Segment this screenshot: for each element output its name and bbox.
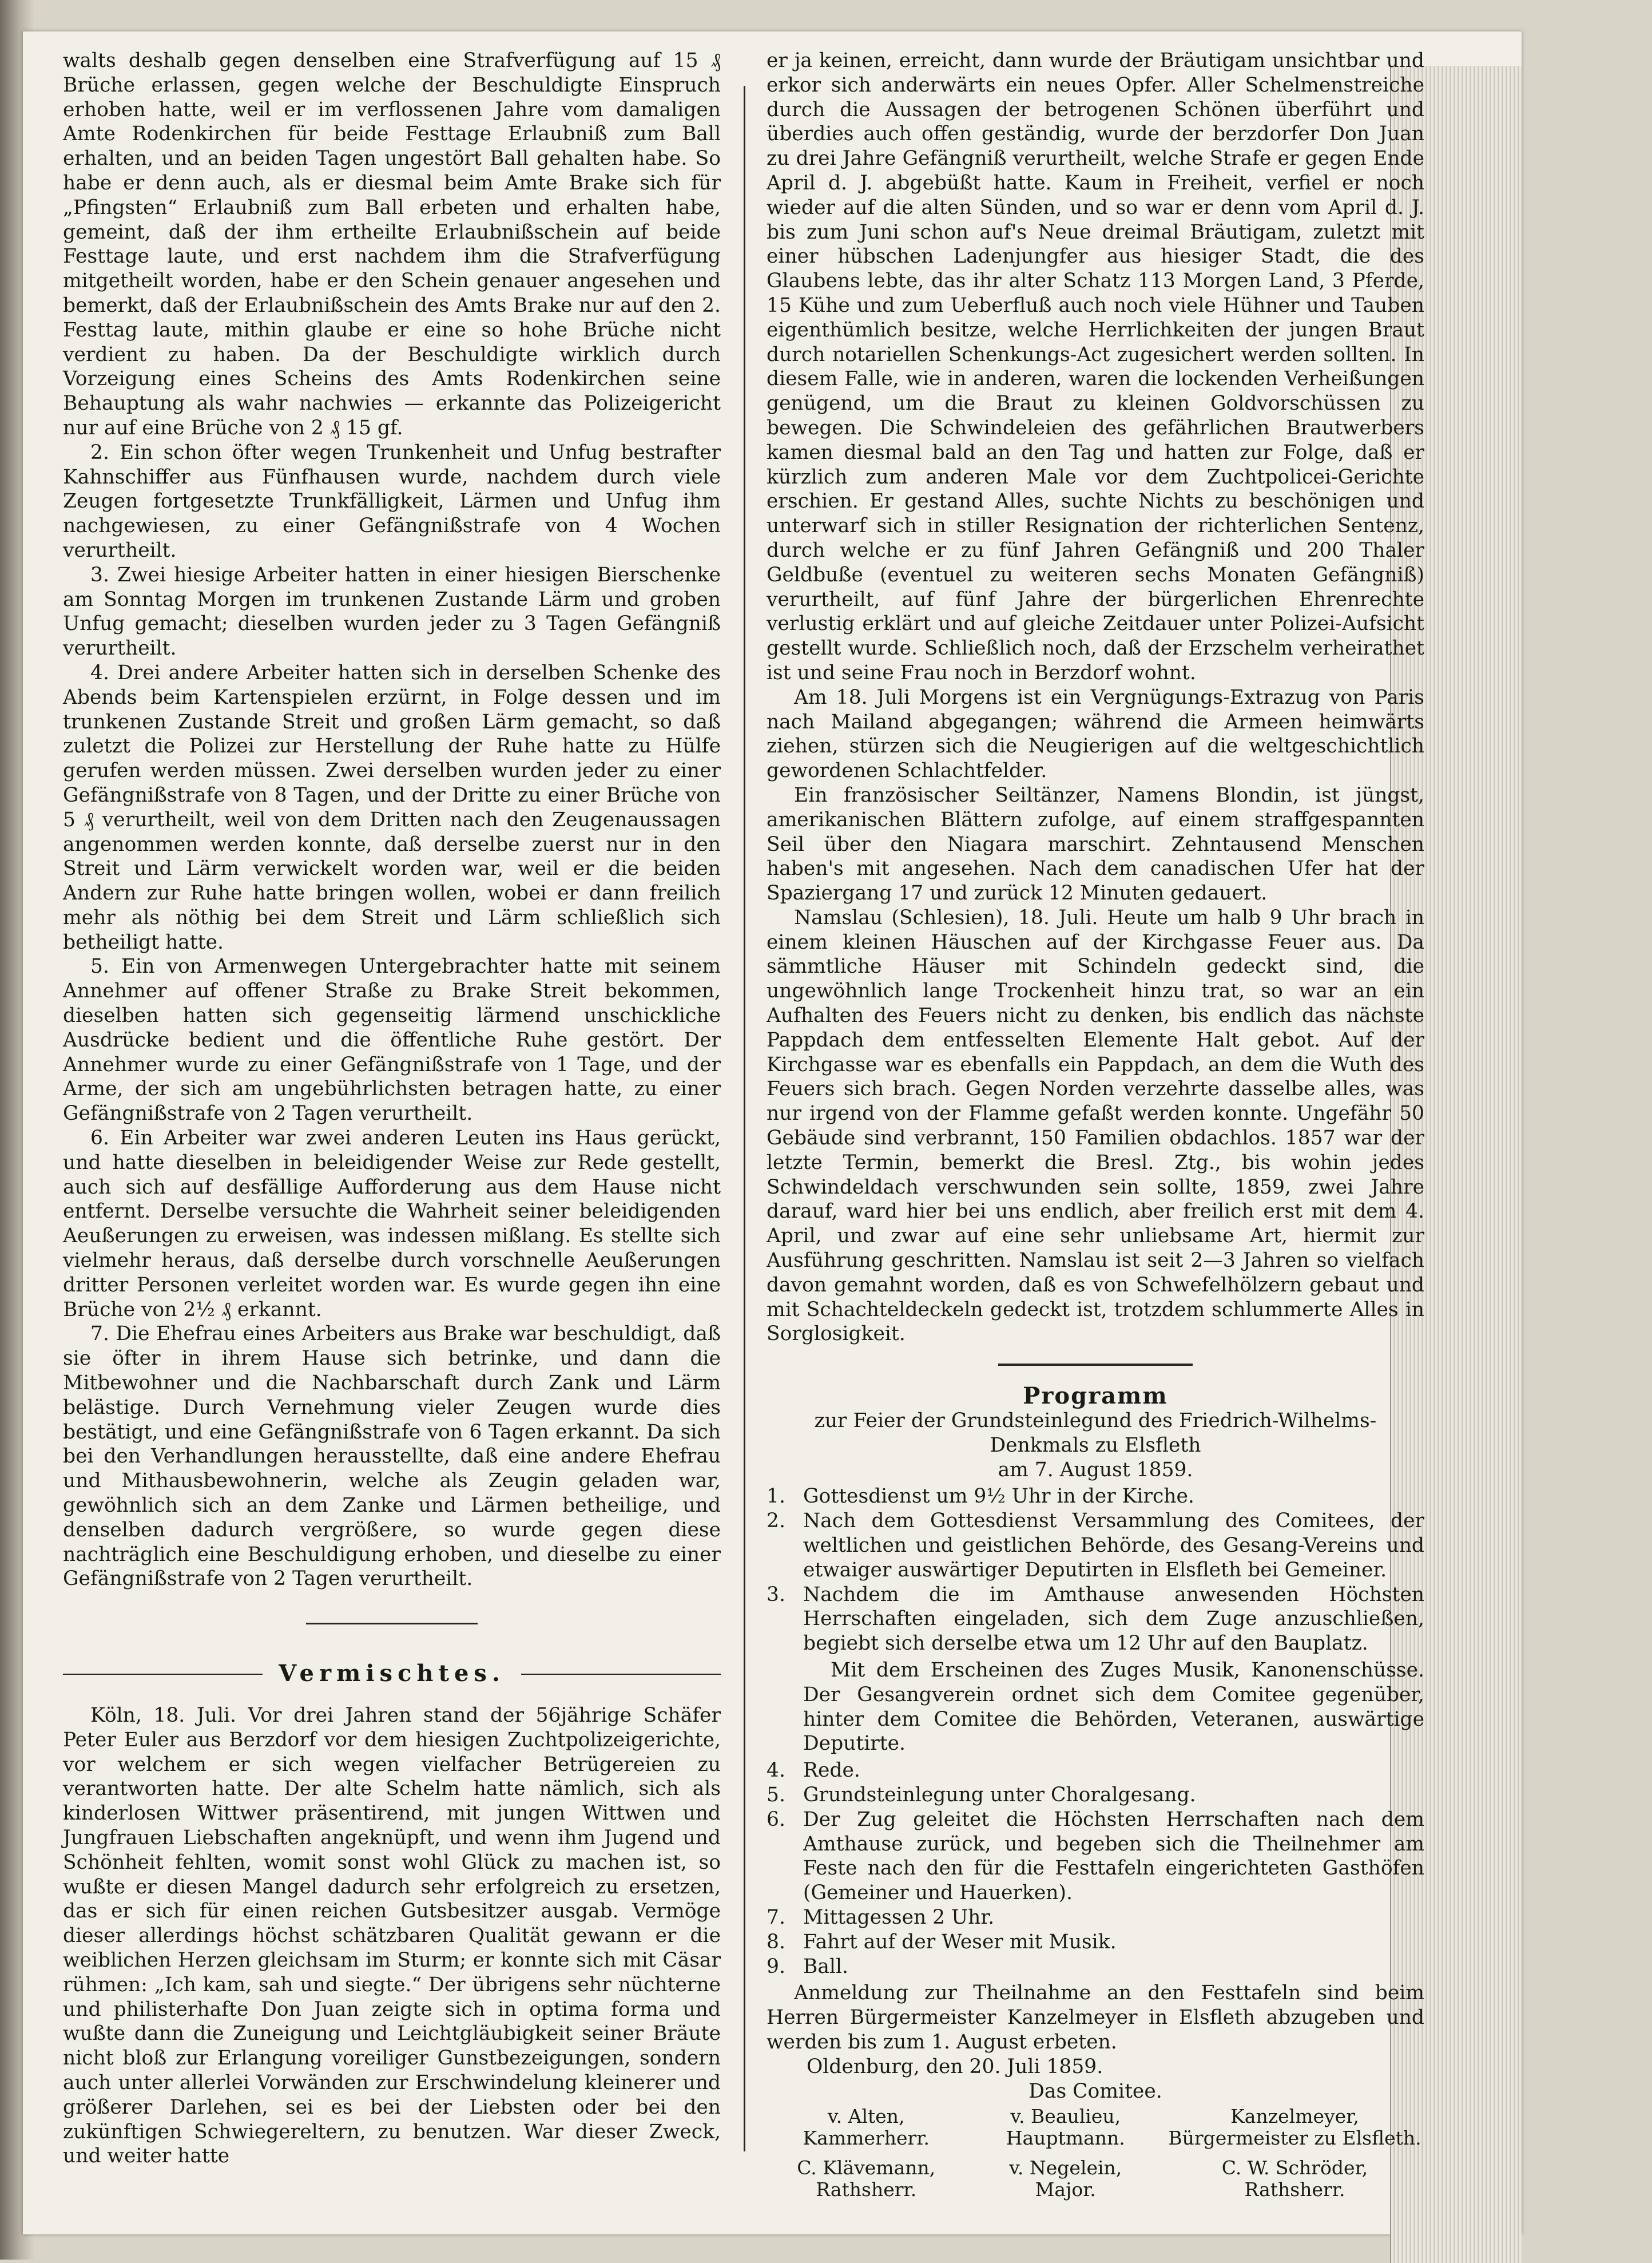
signatory	[767, 2106, 966, 2149]
programm-item	[767, 1930, 1424, 1955]
comite-heading: Das Comitee.	[1028, 2079, 1162, 2103]
short-separator	[306, 1623, 478, 1624]
programm-date: am 7. August 1859.	[998, 1458, 1193, 1481]
item-text: Fahrt auf der Weser mit Musik.	[803, 1930, 1117, 1953]
signatory	[966, 2157, 1165, 2201]
programm-item	[767, 1484, 1424, 1509]
signatory-role: Rathsherr.	[816, 2178, 917, 2201]
signatory-name: Kanzelmeyer,	[1230, 2105, 1359, 2128]
programm-item	[767, 1808, 1424, 1905]
programm-subtitle: zur Feier der Grundsteinlegund des Friedrich-Wilhelms-Denkmals zu Elsfleth	[814, 1409, 1377, 1457]
signatory	[1165, 2106, 1424, 2149]
programm-item	[767, 1905, 1424, 1930]
programm-title: Programm	[1023, 1382, 1168, 1410]
programm-separator	[998, 1364, 1193, 1366]
item-number: 4.	[767, 1759, 785, 1782]
signatories	[767, 2106, 1424, 2209]
programm-anmeldung: Anmeldung zur Theilnahme an den Festtafeln sind beim Herren Bürgermeister Kanzelmeyer in Elsfleth abzugeben und werden bis zum 1. August erbeten.	[767, 1981, 1424, 2054]
signatory-role: Major.	[1035, 2178, 1096, 2201]
signatory-role: Hauptmann.	[1006, 2127, 1125, 2150]
signatory-name: v. Alten,	[827, 2105, 905, 2128]
paragraph-item-7: 7. Die Ehefrau eines Arbeiters aus Brake war beschuldigt, daß sie öfter in ihrem Hause sich betrinke, und dann die Mitbewohner und die Nachbarschaft durch Zank und Lärm belästige. Durch Vernehmung vieler Zeugen wurde dies bestätigt, und eine Gefängnißstrafe von 6 Tagen erkannt. Da sich bei den Verhandlungen herausstellte, daß eine andere Ehefrau und Mithausbewohnerin, welche als Zeugin geladen war, gewöhnlich sich an dem Zanke und Lärmen betheilige, und denselben dadurch vergrößere, so wurde gegen diese nachträglich eine Beschuldigung erhoben, und dieselbe zu einer Gefängnißstrafe von 2 Tagen verurtheilt.	[63, 1322, 721, 1591]
programm-item	[767, 1758, 1424, 1783]
programm-zug-note: Mit dem Erscheinen des Zuges Musik, Kanonenschüsse. Der Gesangverein ordnet sich dem Comitee gegenüber, hinter dem Comitee die Behörden, Veteranen, auswärtige Deputirte.	[803, 1659, 1424, 1755]
header-rule-left	[63, 1674, 263, 1675]
signatory	[966, 2106, 1165, 2149]
paragraph-item-4: 4. Drei andere Arbeiter hatten sich in derselben Schenke des Abends beim Kartenspielen erzürnt, in Folge dessen und im trunkenen Zustande Streit und großen Lärm gemacht, so daß zuletzt die Polizei zur Herstellung der Ruhe hatte zu Hülfe gerufen werden müssen. Zwei derselben wurden jeder zu einer Gefängnißstrafe von 8 Tagen, und der Dritte zu einer Brüche von 5 ₰ verurtheilt, weil von dem Dritten nach den Zeugenaussagen angenommen werden konnte, daß derselbe zuerst nur in den Streit und Lärm verwickelt worden war, weil er die beiden Andern zur Ruhe hatte bringen wollen, wobei er dann freilich mehr als nöthig bei dem Streit und Lärm schließlich sich betheiligt hatte.	[63, 661, 721, 954]
programm-item	[767, 1955, 1424, 1979]
item-number: 8.	[767, 1930, 785, 1953]
section-title: Vermischtes.	[279, 1660, 505, 1687]
section-header-vermischtes	[63, 1662, 721, 1686]
paragraph-item-2: 2. Ein schon öfter wegen Trunkenheit und Unfug bestrafter Kahnschiffer aus Fünfhausen wurde, nachdem durch viele Zeugen fortgesetzte Trunkfälligkeit, Lärmen und Unfug ihm nachgewiesen, zu einer Gefängnißstrafe von 4 Wochen verurtheilt.	[63, 441, 721, 562]
programm-item	[767, 1783, 1424, 1808]
paragraph-item-5: 5. Ein von Armenwegen Untergebrachter hatte mit seinem Annehmer auf offener Straße zu Brake Streit bekommen, dieselben hatten sich gegenseitig lärmend unschickliche Ausdrücke bedient und die öffentliche Ruhe gestört. Der Annehmer wurde zu einer Gefängnißstrafe von 1 Tage, und der Arme, der sich am ungebührlichsten betragen hatte, zu einer Gefängnißstrafe von 2 Tagen verurtheilt.	[63, 955, 721, 1125]
item-number: 2.	[767, 1509, 785, 1533]
programm-item	[767, 1583, 1424, 1656]
item-number: 3.	[767, 1583, 785, 1606]
item-text: Ball.	[803, 1955, 848, 1978]
item-number: 5.	[767, 1783, 785, 1806]
item-number: 1.	[767, 1485, 785, 1508]
item-text: Nach dem Gottesdienst Versammlung des Comitees, der weltlichen und geistlichen Behörde, des Gesang-Vereins und etwaiger auswärtiger Deputirten in Elsfleth bei Gemeiner.	[803, 1509, 1424, 1582]
signatory-role: Bürgermeister zu Elsfleth.	[1168, 2127, 1421, 2150]
left-column	[63, 49, 721, 2200]
programm-list	[767, 1484, 1424, 1656]
signatory-name: C. W. Schröder,	[1221, 2157, 1368, 2179]
article-seiltaenzer: Ein französischer Seiltänzer, Namens Blondin, ist jüngst, amerikanischen Blättern zufolge, auf einem straffgespannten Seil über den Niagara marschirt. Zehntausend Menschen haben's mit angesehen. Nach dem canadischen Ufer hat der Spaziergang 17 und zurück 12 Minuten gedauert.	[767, 783, 1424, 905]
column-divider	[744, 86, 745, 2151]
article-koeln: Köln, 18. Juli. Vor drei Jahren stand der 56jährige Schäfer Peter Euler aus Berzdorf vor dem hiesigen Zuchtpolizeigerichte, vor welchem er sich wegen vielfacher Betrügereien zu verantworten hatte. Der alte Schelm hatte nämlich, sich als kinderlosen Wittwer präsentirend, mit jungen Wittwen und Jungfrauen Liebschaften angeknüpft, und wenn ihm Jugend und Schönheit fehlten, womit sonst wohl Glück zu machen ist, so wußte er diesen Mangel dadurch sehr erfolgreich zu ersetzen, das er sich für einen reichen Gutsbesitzer ausgab. Vermöge dieser allerdings höchst schätzbaren Qualität gewann er die weiblichen Herzen gleichsam im Sturm; er konnte sich mit Cäsar rühmen: „Ich kam, sah und siegte.“ Der übrigens sehr nüchterne und philisterhafte Don Juan zeigte sich in optima forma und wußte dann die Zuneigung und Leichtgläubigkeit seiner Bräute nicht bloß zur Erlangung voreiliger Gunstbezeigungen, sondern auch unter allerlei Vorwänden zur Erschwindelung kleinerer und größerer Darlehen, sei es bei der Liebsten oder bei den zukünftigen Schwiegereltern, zu benutzen. War dieser Zweck, und weiter hatte	[63, 1704, 721, 2168]
item-text: Nachdem die im Amthause anwesenden Höchsten Herrschaften eingeladen, sich dem Zuge anzuschließen, begiebt sich derselbe etwa um 12 Uhr auf den Bauplatz.	[803, 1583, 1424, 1655]
item-number: 6.	[767, 1808, 785, 1831]
paragraph-item-3: 3. Zwei hiesige Arbeiter hatten in einer hiesigen Bierschenke am Sonntag Morgen im trunkenen Zustande Lärm und groben Unfug gemacht; dieselben wurden jeder zu 3 Tagen Gefängniß verurtheilt.	[63, 563, 721, 660]
item-text: Gottesdienst um 9½ Uhr in der Kirche.	[803, 1485, 1194, 1508]
signatory-role: Kammerherr.	[803, 2127, 930, 2150]
item-text: Grundsteinlegung unter Choralgesang.	[803, 1783, 1196, 1806]
signatory	[767, 2157, 966, 2201]
signatory-name: v. Negelein,	[1009, 2157, 1122, 2179]
article-vergnuegungszug: Am 18. Juli Morgens ist ein Vergnügungs-Extrazug von Paris nach Mailand abgegangen; während die Armeen heimwärts ziehen, stürzen sich die Neugierigen auf die weltgeschichtlich gewordenen Schlachtfelder.	[767, 685, 1424, 783]
paragraph-strafverfuegung: walts deshalb gegen denselben eine Strafverfügung auf 15 ₰ Brüche erlassen, gegen welche der Beschuldigte Einspruch erhoben hatte, weil er im verflossenen Jahre vom damaligen Amte Rodenkirchen für beide Festtage Erlaubniß zum Ball erhalten, und an beiden Tagen ungestört Ball gehalten habe. So habe er denn auch, als er diesmal beim Amte Brake sich für „Pfingsten“ Erlaubniß zum Ball erbeten und erhalten habe, gemeint, daß der ihm ertheilte Erlaubnißschein auf beide Festtage laute, und erst nachdem ihm die Strafverfügung mitgetheilt worden, habe er den Schein genauer angesehen und bemerkt, daß der Erlaubnißschein des Amts Brake nur auf den 2. Festtag laute, mithin glaube er eine so hohe Brüche nicht verdient zu haben. Da der Beschuldigte wirklich durch Vorzeigung eines Scheins des Amts Rodenkirchen seine Behauptung als wahr nachwies — erkannte das Polizeigericht nur auf eine Brüche von 2 ₰ 15 gf.	[63, 49, 721, 439]
right-column	[767, 49, 1424, 2200]
programm-list-continued	[767, 1758, 1424, 1979]
item-number: 7.	[767, 1905, 785, 1929]
signatory-role: Rathsherr.	[1244, 2178, 1345, 2201]
signatory-name: C. Klävemann,	[797, 2157, 936, 2179]
item-number: 9.	[767, 1955, 785, 1978]
item-text: Mittagessen 2 Uhr.	[803, 1905, 995, 1929]
signatory	[1165, 2157, 1424, 2201]
item-text: Der Zug geleitet die Höchsten Herrschaften nach dem Amthause zurück, und begeben sich die Theilnehmer am Feste nach den für die Festtafeln eingerichteten Gasthöfen (Gemeiner und Hauerken).	[803, 1808, 1424, 1905]
paragraph-item-6: 6. Ein Arbeiter war zwei anderen Leuten ins Haus gerückt, und hatte dieselben in beleidigender Weise zur Rede gestellt, auch sich auf desfällige Aufforderung aus dem Hause nicht entfernt. Derselbe versuchte die Wahrheit seiner beleidigenden Aeußerungen zu erweisen, was indessen mißlang. Es stellte sich vielmehr heraus, daß derselbe durch vorschnelle Aeußerungen dritter Personen verleitet worden war. Es wurde gegen ihn eine Brüche von 2½ ₰ erkannt.	[63, 1127, 721, 1321]
signatory-name: v. Beaulieu,	[1010, 2105, 1121, 2128]
place-date: Oldenburg, den 20. Juli 1859.	[807, 2055, 1103, 2078]
article-koeln-continued: er ja keinen, erreicht, dann wurde der Bräutigam unsichtbar und erkor sich anderwärts ein neues Opfer. Aller Schelmenstreiche durch die Aussagen der betrogenen Schönen überführt und überdies auch offen geständig, wurde der berzdorfer Don Juan zu drei Jahre Gefängniß verurtheilt, welche Strafe er gegen Ende April d. J. abgebüßt hatte. Kaum in Freiheit, verfiel er noch wieder auf die alten Sünden, und so war er denn vom April d. J. bis zum Juni schon auf's Neue dreimal Bräutigam, zuletzt mit einer hübschen Ladenjungfer aus hiesiger Stadt, die des Glaubens lebte, das ihr alter Schatz 113 Morgen Land, 3 Pferde, 15 Kühe und zum Ueberfluß auch noch viele Hühner und Tauben eigenthümlich besitze, welche Herrlichkeiten der jungen Braut durch notariellen Schenkungs-Act zugesichert werden sollten. In diesem Falle, wie in anderen, waren die lockenden Verheißungen genügend, um die Braut zu kleinen Goldvorschüssen zu bewegen. Die Schwindeleien des gefährlichen Brautwerbers kamen diesmal bald an den Tag und hatten zur Folge, daß er kürzlich zum anderen Male vor dem Zuchtpolicei-Gerichte erschien. Er gestand Alles, suchte Nichts zu beschönigen und unterwarf sich in stiller Resignation der richterlichen Sentenz, durch welche er zu fünf Jahren Gefängniß und 200 Thaler Geldbuße (eventuel zu weiteren sechs Monaten Gefängniß) verurtheilt, auf fünf Jahre der bürgerlichen Ehrenrechte verlustig erklärt und auf gleiche Zeitdauer unter Polizei-Aufsicht gestellt wurde. Schließlich noch, daß der Erzschelm verheirathet ist und seine Frau noch in Berzdorf wohnt.	[767, 49, 1424, 684]
article-namslau: Namslau (Schlesien), 18. Juli. Heute um halb 9 Uhr brach in einem kleinen Häuschen auf der Kirchgasse Feuer aus. Da sämmtliche Häuser mit Schindeln gedeckt sind, die ungewöhnlich lange Trockenheit hinzu trat, so war an ein Aufhalten des Feuers nicht zu denken, bis endlich das nächste Pappdach dem entfesselten Elemente Halt gebot. Auf der Kirchgasse war es ebenfalls ein Pappdach, an dem die Wuth des Feuers sich brach. Gegen Norden verzehrte dasselbe alles, was nur irgend von der Flamme gefaßt werden konnte. Ungefähr 50 Gebäude sind verbrannt, 150 Familien obdachlos. 1857 war der letzte Termin, bemerkt die Bresl. Ztg., bis wohin jedes Schwindeldach verschwunden sein sollte, 1859, zwei Jahre darauf, ward hier bei uns endlich, aber freilich erst mit dem 4. April, und zwar auf eine sehr unliebsame Art, hiermit zur Ausführung geschritten. Namslau ist seit 2—3 Jahren so vielfach davon gemahnt worden, daß es von Schwefelhölzern gebaut und mit Schachteldeckeln gedeckt ist, trotzdem schlummerte Alles in Sorglosigkeit.	[767, 906, 1424, 1346]
header-rule-right	[521, 1674, 721, 1675]
programm-item	[767, 1509, 1424, 1582]
item-text: Rede.	[803, 1759, 860, 1782]
